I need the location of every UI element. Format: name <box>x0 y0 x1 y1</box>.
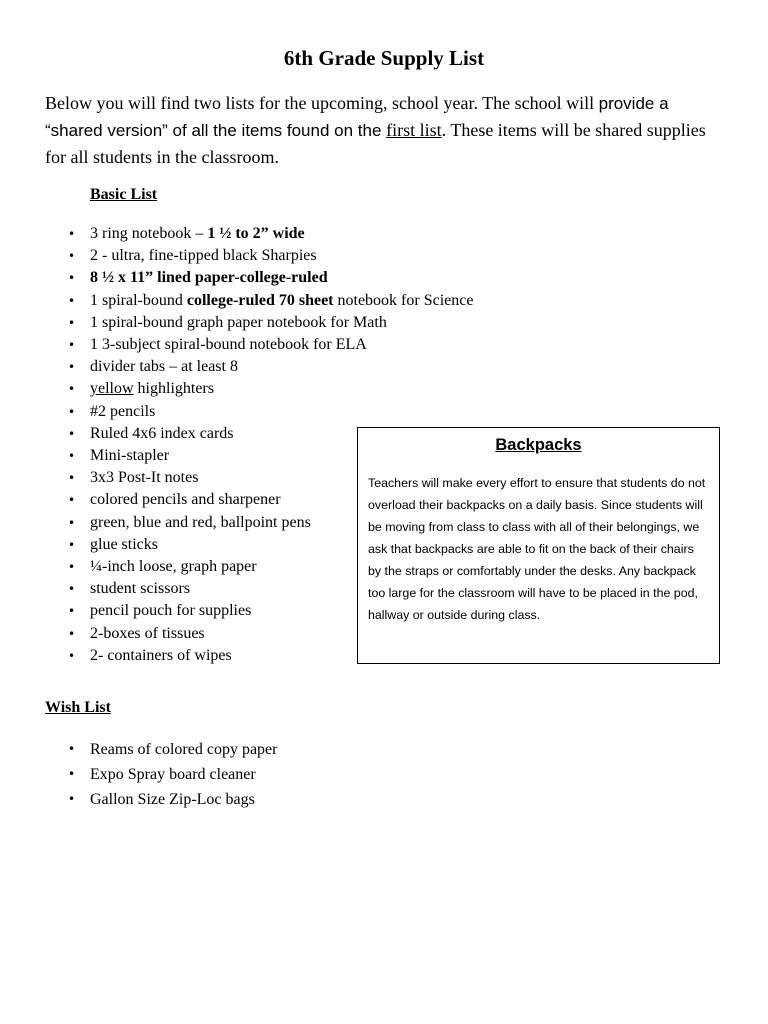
basic-list-item <box>90 312 473 334</box>
item-text-pre: 1 3-subject spiral-bound notebook for ELA <box>90 336 367 354</box>
item-text-pre: student scissors <box>90 580 190 598</box>
item-text-pre: divider tabs – at least 8 <box>90 358 238 376</box>
backpacks-title: Backpacks <box>495 436 582 454</box>
basic-list-heading: Basic List <box>90 186 158 203</box>
basic-list-item <box>90 401 473 423</box>
wish-list-item: • Gallon Size Zip-Loc bags <box>90 787 277 812</box>
item-text-bold: college-ruled 70 sheet <box>186 291 334 309</box>
backpacks-text: Teachers will make every effort to ensure that students do not overload their backpacks on a daily basis. Since students will be moving from class to class with all of their belongings, we ask that backpacks are able to fit on the back of their chairs by the straps or comfortably under the desks. Any backpack too large for the classroom will have to be placed in the pod, hallway or outside during class. <box>368 476 706 622</box>
item-text-pre: highlighters <box>133 380 214 398</box>
item-text-pre: Mini-stapler <box>90 447 170 465</box>
item-text-post: notebook for Science <box>333 291 474 309</box>
basic-list-item <box>90 245 473 267</box>
wish-list-item: • Expo Spray board cleaner <box>90 762 277 787</box>
item-text-pre: pencil pouch for supplies <box>90 602 252 620</box>
intro-text-3: . These items will be shared supplies for all students in the classroom. <box>45 120 706 167</box>
page-title: 6th Grade Supply List <box>283 46 485 70</box>
first-list-reference: first list <box>386 120 442 140</box>
item-text-pre: green, blue and red, ballpoint pens <box>90 513 311 531</box>
item-text-pre: 1 spiral-bound graph paper notebook for Math <box>90 313 387 331</box>
intro-text-1: Below you will find two lists for the upcoming, school year. The school will <box>45 93 599 113</box>
item-text-pre: 1 spiral-bound <box>90 291 187 309</box>
item-text-pre: Ruled 4x6 index cards <box>90 424 234 442</box>
wish-list-heading: Wish List <box>45 699 111 716</box>
basic-list-item <box>90 334 473 356</box>
wish-list <box>90 737 277 812</box>
item-underlined-text: yellow <box>90 380 134 398</box>
basic-list-item <box>90 356 473 378</box>
item-text-pre: 3x3 Post-It notes <box>90 469 199 487</box>
backpacks-box <box>357 427 720 664</box>
item-text-pre: ¼-inch loose, graph paper <box>90 558 257 576</box>
item-text-pre: 2-boxes of tissues <box>90 624 205 642</box>
basic-list-item <box>90 290 473 312</box>
wish-list-item: • Reams of colored copy paper <box>90 737 277 762</box>
basic-list-item <box>90 267 473 289</box>
item-text-bold: 1 ½ to 2” wide <box>207 225 305 242</box>
item-text-pre: 2- containers of wipes <box>90 646 232 664</box>
item-text-pre: #2 pencils <box>90 402 156 420</box>
item-text-pre: colored pencils and sharpener <box>90 491 281 509</box>
intro-paragraph <box>45 90 725 171</box>
intro-text-2: provide a “shared version” of all the items found on the <box>45 94 669 140</box>
basic-list-item <box>90 378 473 400</box>
item-text-pre: glue sticks <box>90 535 158 553</box>
item-text-pre: 3 ring notebook – <box>90 225 208 242</box>
item-text-pre: 2 - ultra, fine-tipped black Sharpies <box>90 247 317 265</box>
item-text-bold: 8 ½ x 11” lined paper-college-ruled <box>90 269 328 287</box>
basic-list-item <box>90 223 473 245</box>
